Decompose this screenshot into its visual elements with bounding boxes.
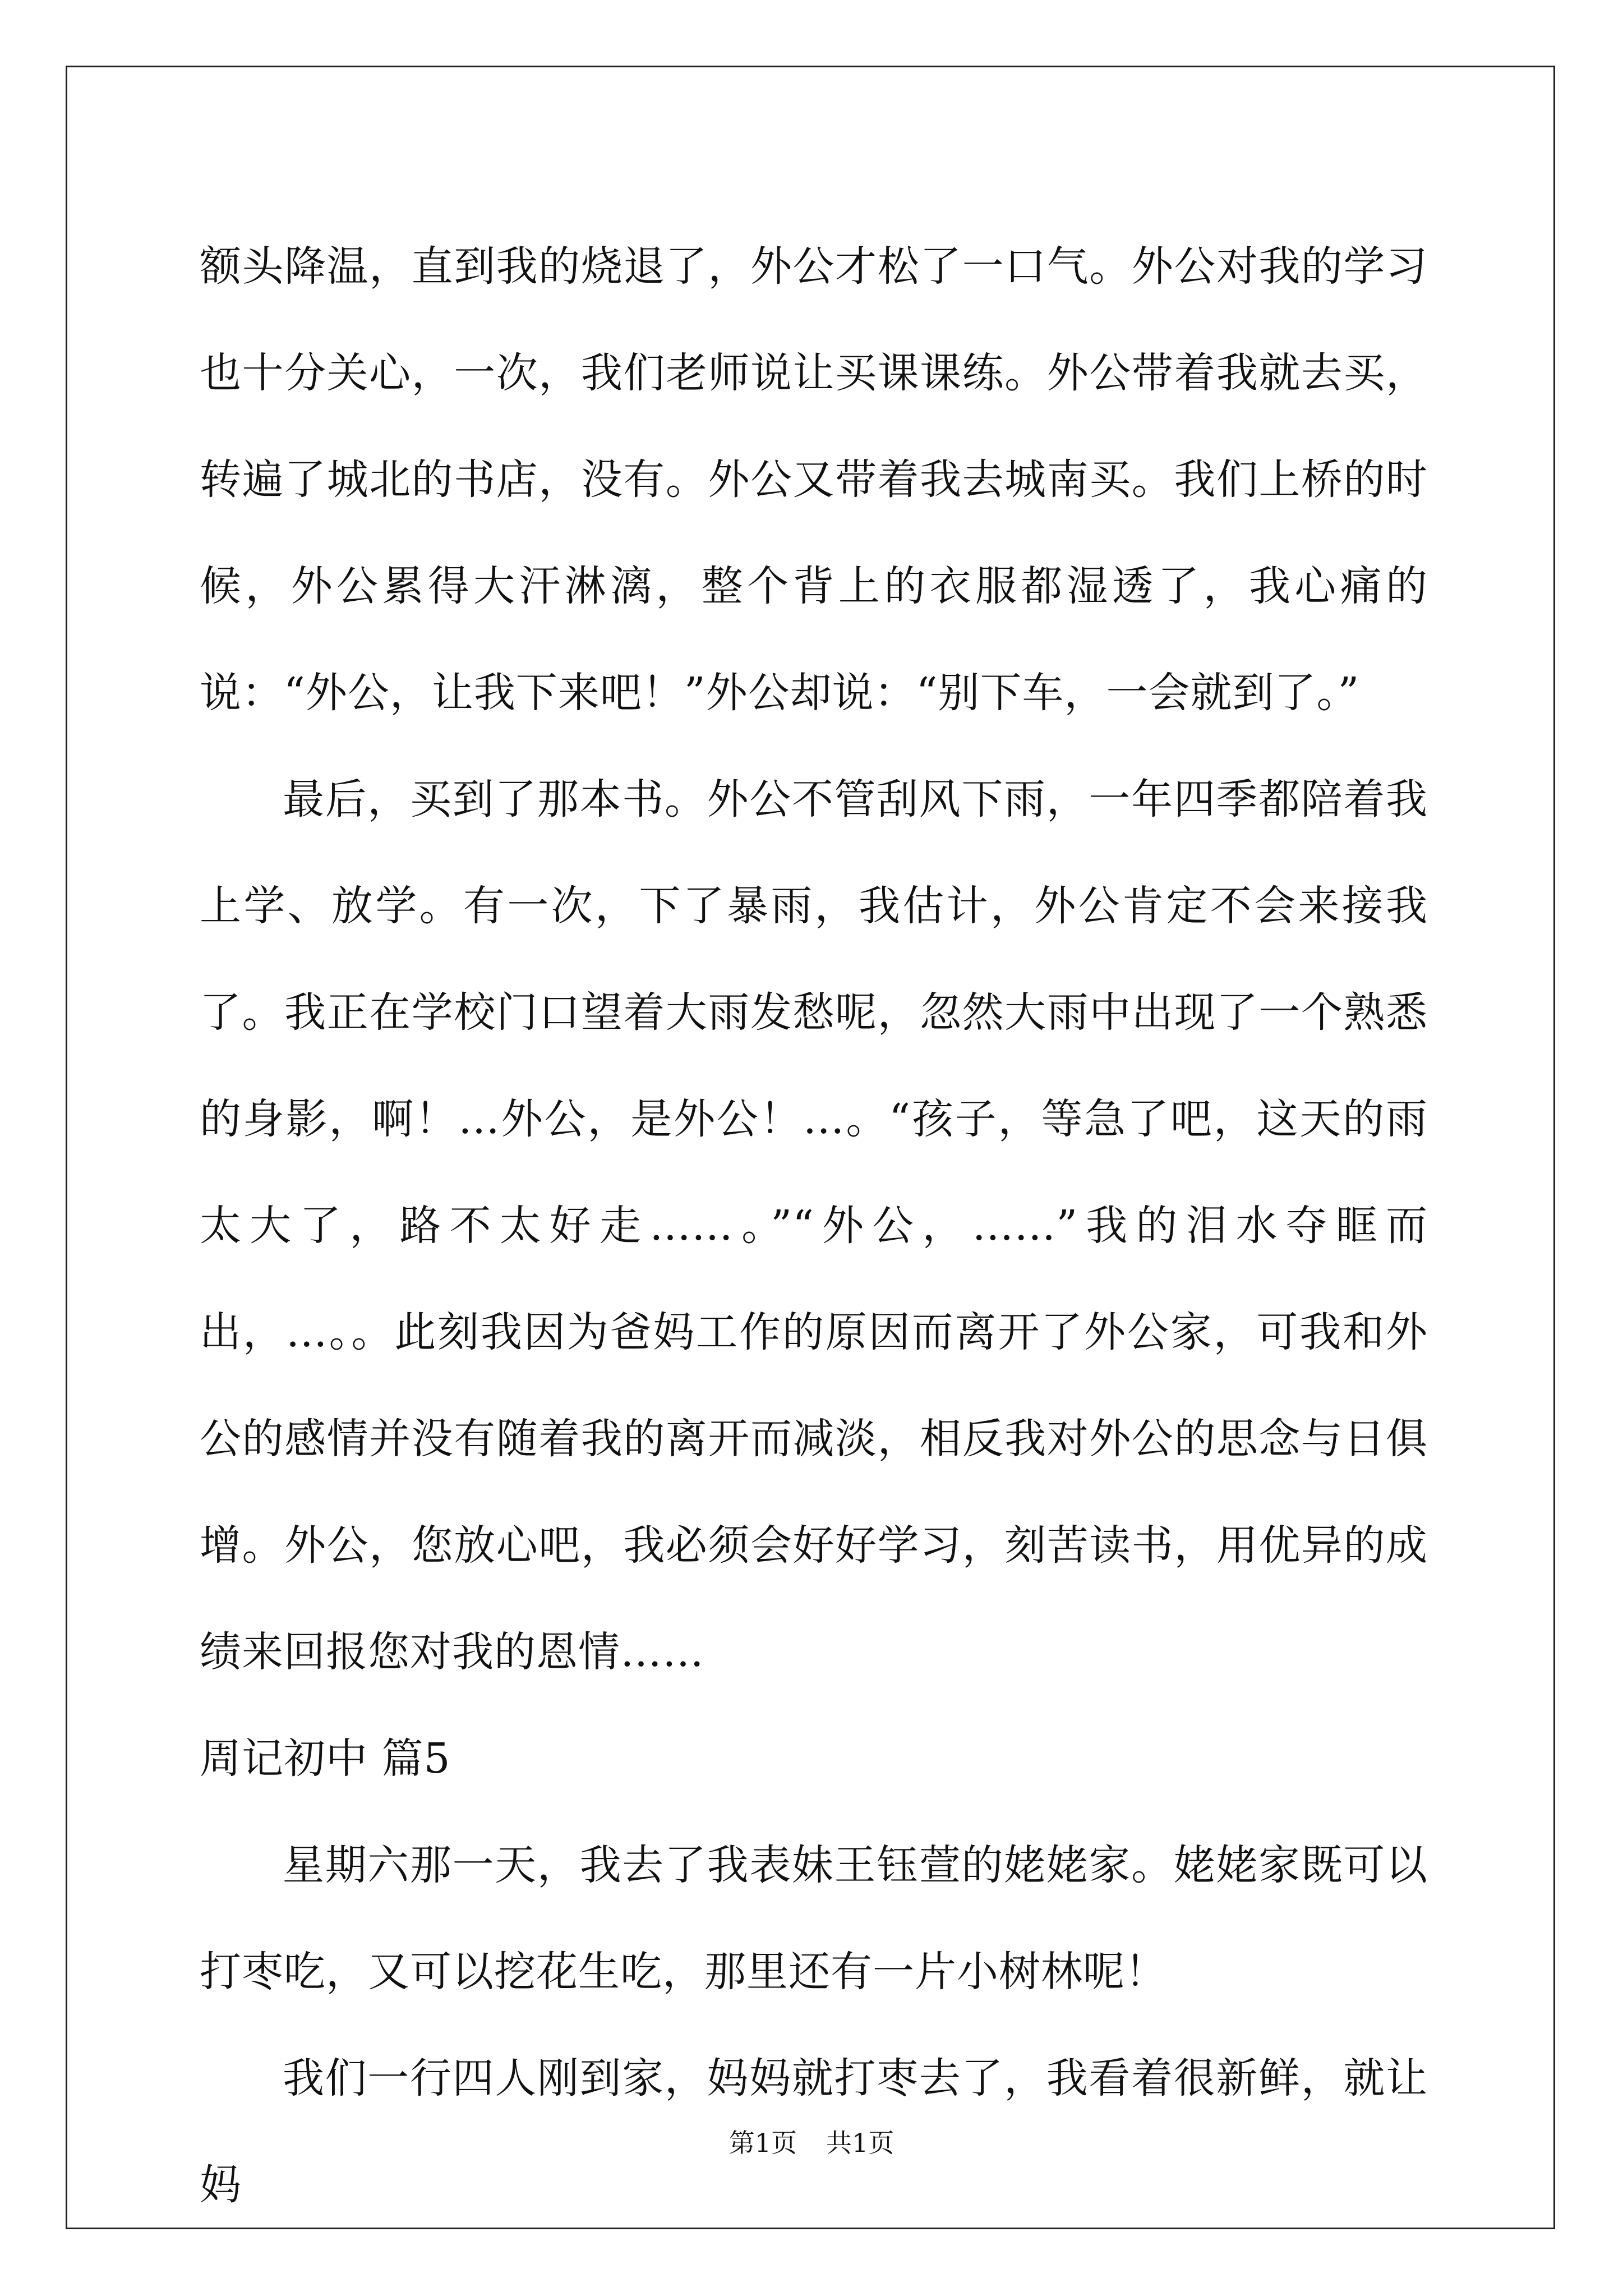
paragraph-3: 星期六那一天，我去了我表妹王钰萱的姥姥家。姥姥家既可以打枣吃，又可以挖花生吃，那里还有一片小树林呢！ bbox=[200, 1841, 1428, 1996]
page-number: 第1页 bbox=[728, 2128, 797, 2158]
document-body bbox=[200, 213, 1428, 2238]
paragraph-2: 最后，买到了那本书。外公不管刮风下雨，一年四季都陪着我上学、放学。有一次，下了暴雨，我估计，外公肯定不会来接我了。我正在学校门口望着大雨发愁呢，忽然大雨中出现了一个熟悉的身影，啊！…外公，是外公！…。“孩子，等急了吧，这天的雨太大了，路不太好走……。”“外公，……”我的泪水夺眶而出，…。。此刻我因为爸妈工作的原因而离开了外公家，可我和外公的感情并没有随着我的离开而减淡，相反我对外公的思念与日俱增。外公，您放心吧，我必须会好好学习，刻苦读书，用优异的成绩来回报您对我的恩情…… bbox=[200, 775, 1428, 1676]
page-footer bbox=[0, 2126, 1623, 2160]
page-total: 共1页 bbox=[826, 2128, 895, 2158]
paragraph-1: 额头降温，直到我的烧退了，外公才松了一口气。外公对我的学习也十分关心，一次，我们老师说让买课课练。外公带着我就去买，转遍了城北的书店，没有。外公又带着我去城南买。我们上桥的时候，外公累得大汗淋漓，整个背上的衣服都湿透了，我心痛的说：“外公，让我下来吧！”外公却说：“别下车，一会就到了。” bbox=[200, 242, 1428, 717]
section-heading: 周记初中 篇5 bbox=[200, 1734, 451, 1783]
paragraph-4: 我们一行四人刚到家，妈妈就打枣去了，我看着很新鲜，就让妈 bbox=[200, 2054, 1428, 2209]
